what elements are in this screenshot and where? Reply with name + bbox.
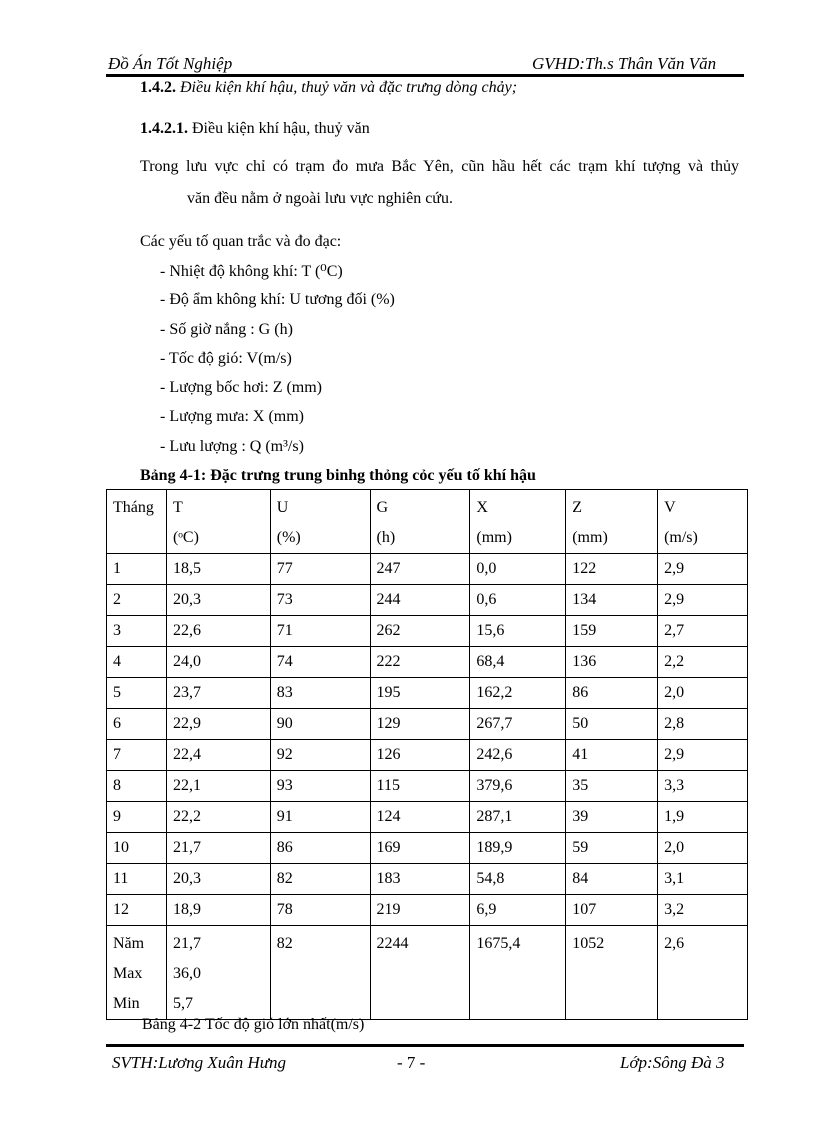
table-cell: 20,3 — [166, 585, 270, 616]
table-cell: 77 — [270, 554, 370, 585]
table-cell: 2,8 — [658, 709, 748, 740]
table-cell: 2 — [107, 585, 167, 616]
section-number: 1.4.2. — [140, 79, 176, 96]
table-cell: 39 — [566, 802, 658, 833]
table-cell: 122 — [566, 554, 658, 585]
intro-line-1: Trong lưu vực chỉ có trạm đo mưa Bắc Yên, cũn hầu hết các trạm khí tượng và thủy — [140, 158, 739, 175]
table-cell: 6,9 — [470, 895, 566, 926]
table-cell: 124 — [370, 802, 470, 833]
table-row — [107, 647, 748, 678]
table-cell: 2,9 — [658, 554, 748, 585]
table-cell: 3,3 — [658, 771, 748, 802]
table-cell: 1,9 — [658, 802, 748, 833]
table-cell: 35 — [566, 771, 658, 802]
table-cell: 41 — [566, 740, 658, 771]
table-header-row — [107, 490, 748, 554]
header-left: Đồ Án Tốt Nghiệp — [108, 54, 233, 73]
header-cell: X (mm) — [470, 490, 566, 554]
table-cell: 22,1 — [166, 771, 270, 802]
table-cell: 15,6 — [470, 616, 566, 647]
table-row — [107, 554, 748, 585]
summary-cell: 2244 — [370, 926, 470, 1020]
factor-item: - Số giờ nắng : G (h) — [160, 321, 293, 338]
summary-cell: 2,6 — [658, 926, 748, 1020]
table-cell: 1 — [107, 554, 167, 585]
next-table-caption: Bảng 4-2 Tốc độ gió lớn nhất(m/s) — [142, 1016, 365, 1033]
subsection-number: 1.4.2.1. — [140, 120, 188, 137]
table-row — [107, 864, 748, 895]
table-cell: 24,0 — [166, 647, 270, 678]
table-cell: 183 — [370, 864, 470, 895]
summary-row — [107, 926, 748, 1020]
table-cell: 59 — [566, 833, 658, 864]
summary-cell: 82 — [270, 926, 370, 1020]
table-cell: 10 — [107, 833, 167, 864]
table-cell: 195 — [370, 678, 470, 709]
table-cell: 86 — [566, 678, 658, 709]
table-row — [107, 709, 748, 740]
table-cell: 0,6 — [470, 585, 566, 616]
header-right: GVHD:Th.s Thân Văn Văn — [532, 54, 717, 73]
table-cell: 379,6 — [470, 771, 566, 802]
table-cell: 3,2 — [658, 895, 748, 926]
table-cell: 287,1 — [470, 802, 566, 833]
table-cell: 74 — [270, 647, 370, 678]
table-cell: 2,7 — [658, 616, 748, 647]
summary-cell: 1052 — [566, 926, 658, 1020]
table-cell: 20,3 — [166, 864, 270, 895]
table-cell: 83 — [270, 678, 370, 709]
section-heading — [140, 79, 517, 97]
factor-item: - Lượng mưa: X (mm) — [160, 408, 304, 425]
factor-item: - Lưu lượng : Q (m³/s) — [160, 438, 304, 455]
table-cell: 169 — [370, 833, 470, 864]
factor-item: - Nhiệt độ không khí: T (⁰C) — [160, 263, 343, 280]
header-cell: T (ᵒC) — [166, 490, 270, 554]
table-cell: 129 — [370, 709, 470, 740]
footer-rule — [106, 1044, 744, 1047]
summary-cell: 1675,4 — [470, 926, 566, 1020]
table-row — [107, 895, 748, 926]
table-row — [107, 802, 748, 833]
table-cell: 68,4 — [470, 647, 566, 678]
table-cell: 162,2 — [470, 678, 566, 709]
table-cell: 23,7 — [166, 678, 270, 709]
table-cell: 7 — [107, 740, 167, 771]
subsection-heading — [140, 120, 370, 138]
table-row — [107, 585, 748, 616]
table-cell: 2,9 — [658, 585, 748, 616]
table-cell: 8 — [107, 771, 167, 802]
table-caption: Bảng 4-1: Đặc trưng trung binhg thỏng cỏc yếu tố khí hậu — [140, 467, 536, 484]
table-cell: 82 — [270, 864, 370, 895]
table-cell: 22,6 — [166, 616, 270, 647]
table-cell: 11 — [107, 864, 167, 895]
table-body — [107, 554, 748, 926]
summary-t-values: 21,7 36,0 5,7 — [166, 926, 270, 1020]
table-cell: 50 — [566, 709, 658, 740]
table-cell: 3,1 — [658, 864, 748, 895]
footer-left: SVTH:Lương Xuân Hưng — [112, 1053, 287, 1072]
footer-right: Lớp:Sông Đà 3 — [620, 1053, 725, 1072]
table-cell: 21,7 — [166, 833, 270, 864]
header-cell: V (m/s) — [658, 490, 748, 554]
factor-item: - Độ ẩm không khí: U tương đối (%) — [160, 291, 395, 308]
table-cell: 134 — [566, 585, 658, 616]
table-cell: 12 — [107, 895, 167, 926]
table-cell: 9 — [107, 802, 167, 833]
table-cell: 5 — [107, 678, 167, 709]
table-cell: 78 — [270, 895, 370, 926]
header-cell: G (h) — [370, 490, 470, 554]
table-cell: 115 — [370, 771, 470, 802]
table-cell: 189,9 — [470, 833, 566, 864]
table-cell: 3 — [107, 616, 167, 647]
table-row — [107, 740, 748, 771]
table-row — [107, 616, 748, 647]
table-cell: 73 — [270, 585, 370, 616]
table-cell: 267,7 — [470, 709, 566, 740]
table-cell: 84 — [566, 864, 658, 895]
header-cell: Z (mm) — [566, 490, 658, 554]
page-number: - 7 - — [397, 1053, 426, 1072]
table-cell: 2,0 — [658, 833, 748, 864]
table-cell: 90 — [270, 709, 370, 740]
table-cell: 18,5 — [166, 554, 270, 585]
table-cell: 86 — [270, 833, 370, 864]
table-cell: 219 — [370, 895, 470, 926]
header-cell: Tháng — [107, 490, 167, 554]
intro-line-2: văn đều nằm ở ngoài lưu vực nghiên cứu. — [187, 190, 453, 207]
table-cell: 2,0 — [658, 678, 748, 709]
table-row — [107, 771, 748, 802]
table-row — [107, 678, 748, 709]
table-cell: 136 — [566, 647, 658, 678]
factor-item: - Tốc độ gió: V(m/s) — [160, 350, 292, 367]
table-cell: 262 — [370, 616, 470, 647]
table-cell: 2,9 — [658, 740, 748, 771]
table-cell: 107 — [566, 895, 658, 926]
summary-labels: Năm Max Min — [107, 926, 167, 1020]
table-cell: 247 — [370, 554, 470, 585]
factors-heading: Các yếu tố quan trắc và đo đạc: — [140, 233, 342, 250]
table-cell: 22,4 — [166, 740, 270, 771]
subsection-title: Điều kiện khí hậu, thuỷ văn — [192, 120, 370, 137]
table-cell: 54,8 — [470, 864, 566, 895]
table-cell: 244 — [370, 585, 470, 616]
table-cell: 222 — [370, 647, 470, 678]
table-cell: 0,0 — [470, 554, 566, 585]
section-title: Điều kiện khí hậu, thuỷ văn và đặc trưng dòng chảy; — [180, 79, 518, 96]
table-cell: 92 — [270, 740, 370, 771]
header-cell: U (%) — [270, 490, 370, 554]
table-cell: 126 — [370, 740, 470, 771]
table-cell: 4 — [107, 647, 167, 678]
factor-item: - Lượng bốc hơi: Z (mm) — [160, 379, 323, 396]
table-row — [107, 833, 748, 864]
table-cell: 71 — [270, 616, 370, 647]
table-cell: 22,2 — [166, 802, 270, 833]
table-cell: 18,9 — [166, 895, 270, 926]
table-cell: 93 — [270, 771, 370, 802]
climate-table — [106, 489, 748, 1020]
table-cell: 91 — [270, 802, 370, 833]
table-cell: 159 — [566, 616, 658, 647]
table-cell: 242,6 — [470, 740, 566, 771]
table-cell: 22,9 — [166, 709, 270, 740]
table-cell: 2,2 — [658, 647, 748, 678]
table-cell: 6 — [107, 709, 167, 740]
header-rule — [106, 74, 744, 77]
